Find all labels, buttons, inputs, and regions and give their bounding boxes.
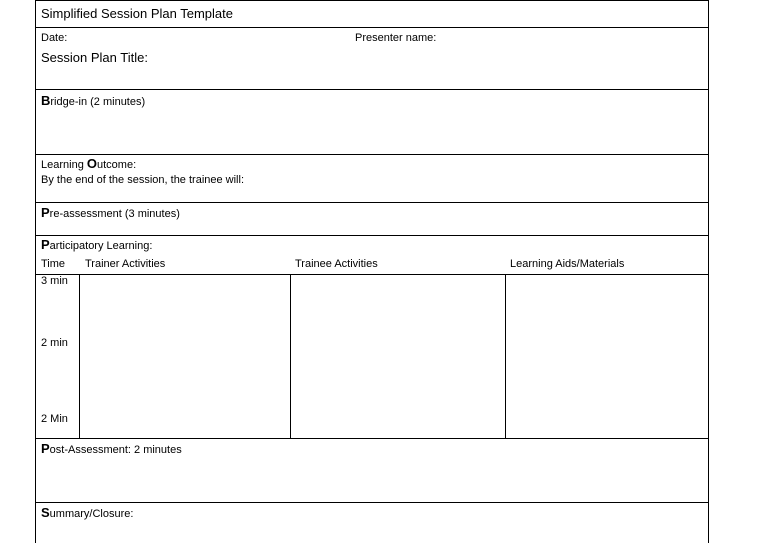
time-slot-1: 3 min (41, 275, 68, 287)
learning-outcome-label (41, 157, 136, 172)
summary-initial: S (41, 505, 50, 520)
learning-outcome-initial: O (86, 156, 97, 171)
learning-outcome-subtext: By the end of the session, the trainee will: (41, 174, 245, 186)
participatory-header-row (36, 236, 708, 275)
column-header-trainee-activities: Trainee Activities (295, 258, 378, 270)
column-header-learning-aids: Learning Aids/Materials (510, 258, 625, 270)
pre-assessment-initial: P (41, 205, 50, 220)
activities-grid-row (36, 275, 708, 439)
form-title: Simplified Session Plan Template (41, 6, 233, 21)
post-assessment-initial: P (41, 441, 50, 456)
bridge-in-text: ridge-in (2 minutes) (50, 96, 146, 108)
bridge-in-row (36, 90, 708, 155)
pre-assessment-label (41, 206, 180, 221)
trainee-column-divider (505, 275, 506, 438)
bridge-in-label (41, 94, 145, 109)
summary-label (41, 506, 133, 521)
post-assessment-row (36, 439, 708, 503)
participatory-learning-label (41, 238, 152, 253)
presenter-name-label: Presenter name: (355, 32, 437, 44)
session-plan-title-label: Session Plan Title: (41, 50, 148, 65)
pre-assessment-row (36, 203, 708, 236)
pre-assessment-text: re-assessment (3 minutes) (49, 208, 180, 220)
time-column-divider (79, 275, 80, 438)
learning-outcome-text: utcome: (97, 159, 137, 171)
column-header-time: Time (41, 258, 66, 270)
header-row (36, 28, 708, 90)
participatory-initial: P (41, 237, 50, 252)
summary-text: ummary/Closure: (49, 508, 134, 520)
session-plan-form (35, 0, 709, 543)
date-label: Date: (41, 32, 68, 44)
bridge-in-initial: B (41, 93, 51, 108)
summary-row (36, 503, 708, 543)
learning-outcome-row (36, 155, 708, 203)
trainer-column-divider (290, 275, 291, 438)
post-assessment-label (41, 442, 182, 457)
learning-outcome-prefix: Learning (41, 159, 87, 171)
column-header-trainer-activities: Trainer Activities (85, 258, 166, 270)
participatory-text: articipatory Learning: (49, 240, 153, 252)
title-row (36, 1, 708, 28)
post-assessment-text: ost-Assessment: 2 minutes (49, 444, 182, 456)
time-slot-2: 2 min (41, 337, 68, 349)
time-slot-3: 2 Min (41, 413, 68, 425)
